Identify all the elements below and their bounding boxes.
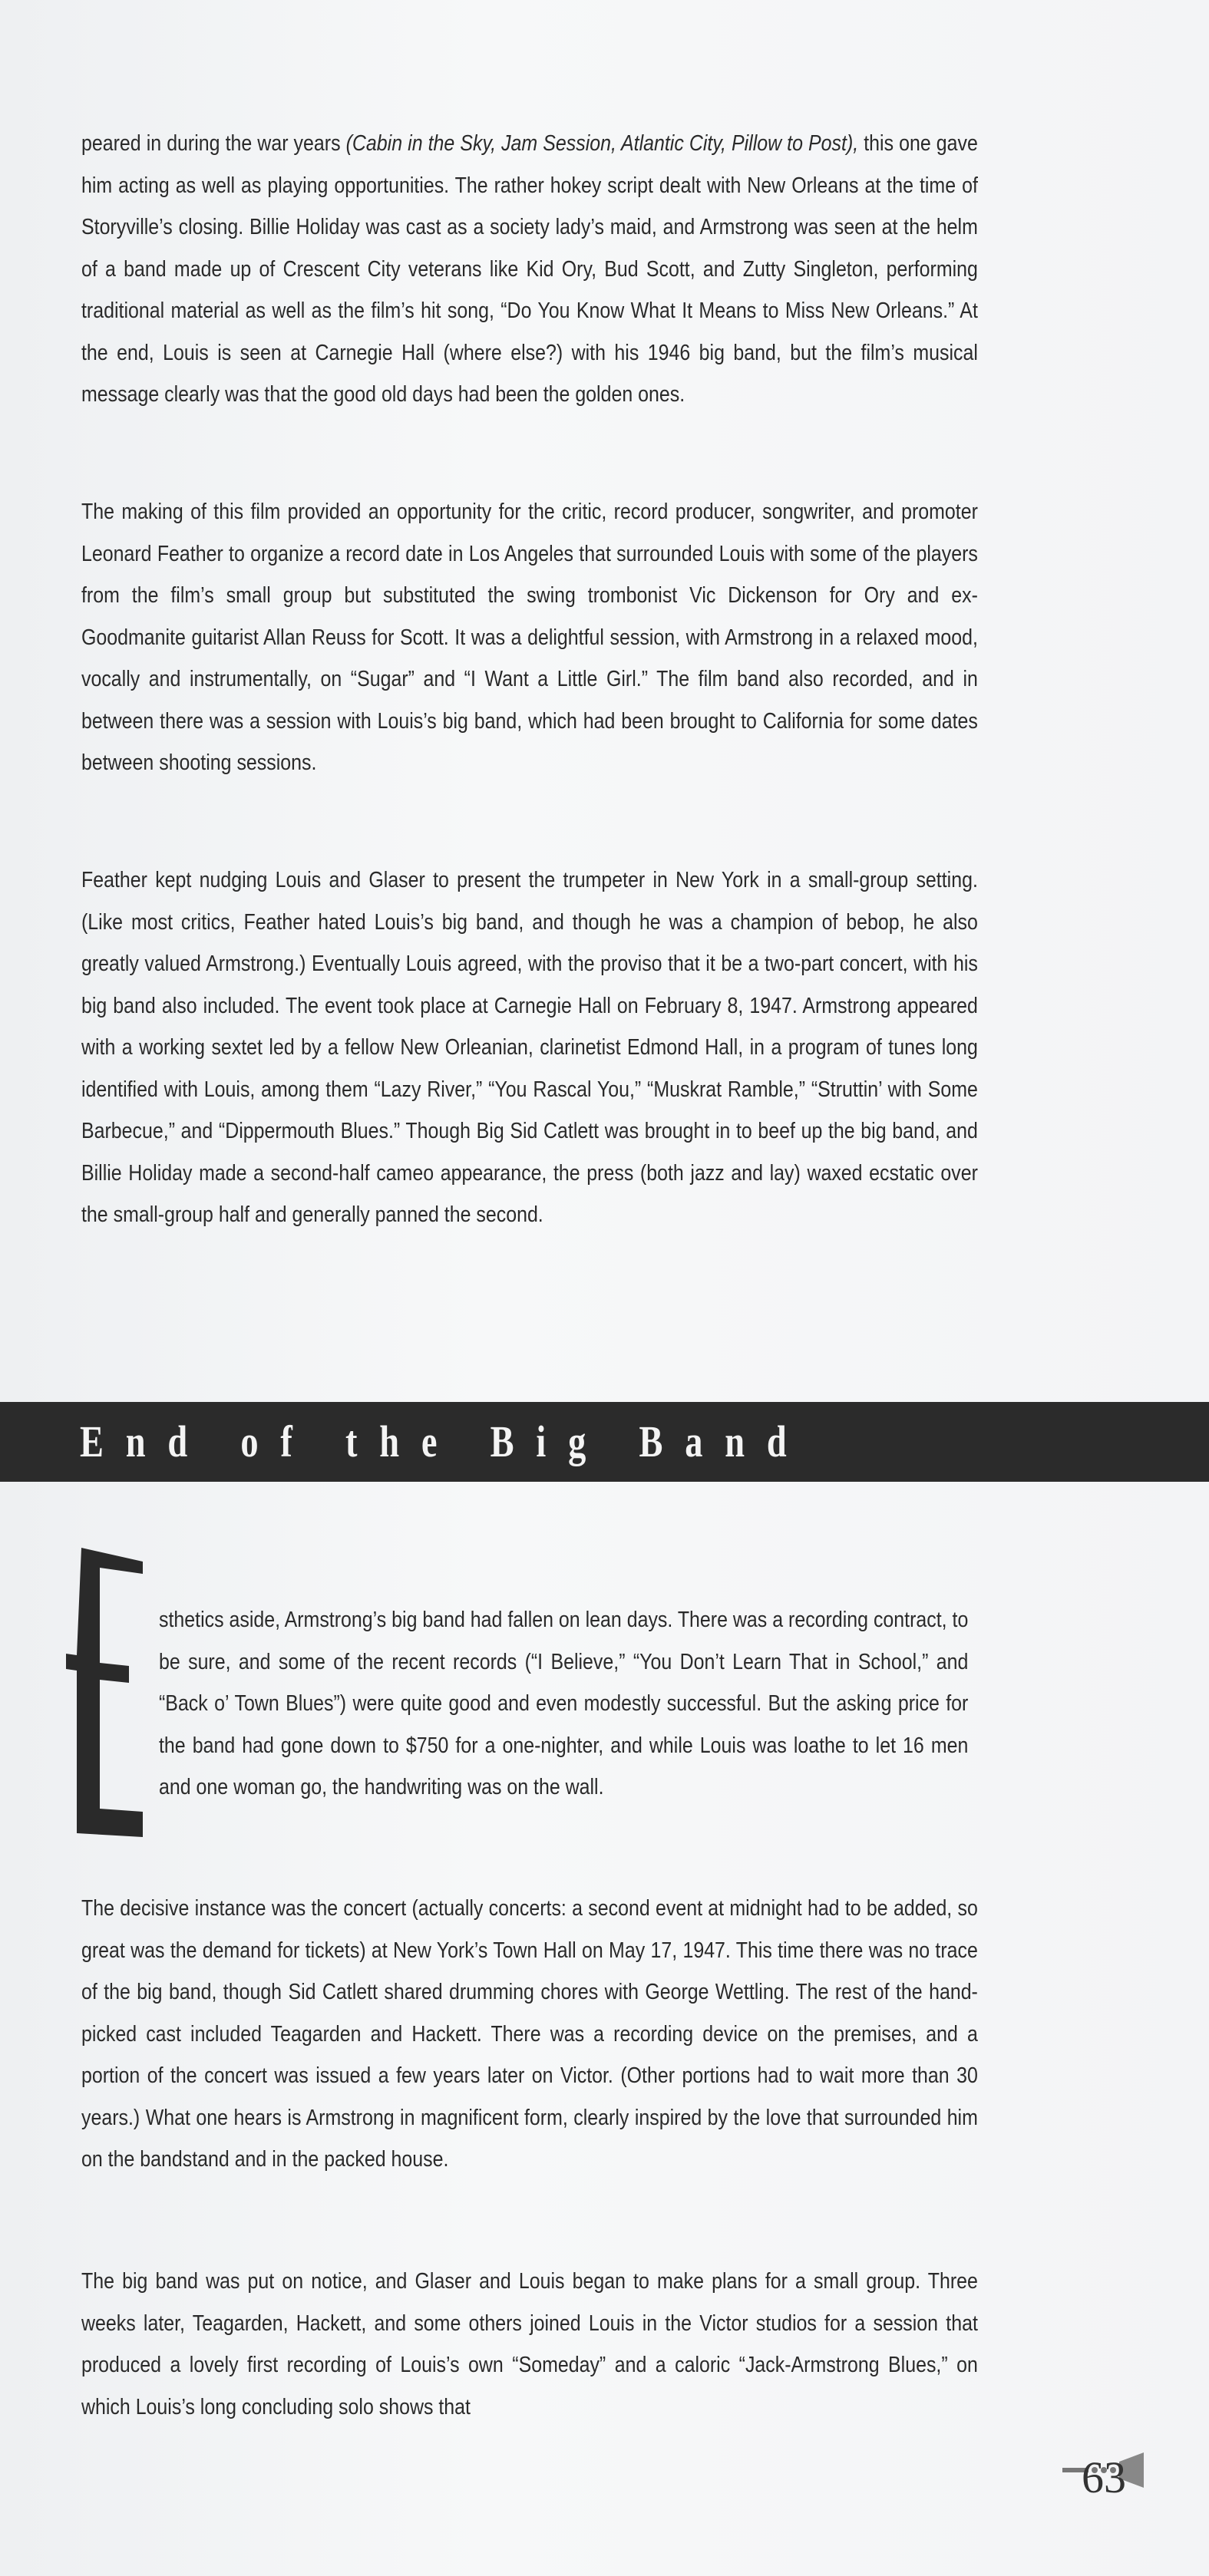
page-number: 63 — [1082, 2452, 1126, 2502]
section-heading: End of the Big Band — [80, 1417, 809, 1466]
body-paragraph-4-dropcap: sthetics aside, Armstrong’s big band had fallen on lean days. There was a recording contract, to be sure, and some of the recent records (“I Believe,” “You Don’t Learn That in School,” and “Back o’ Town Blues”) were quite good and even modestly successful. But the asking price for the band had gone down to $750 for a one-nighter, and while Louis was loathe to let 16 men and one woman go, the handwriting was on the wall. — [159, 1608, 969, 1799]
body-paragraph-6: The big band was put on notice, and Glaser and Louis began to make plans for a small group. Three weeks later, Teagarden, Hackett, and some others joined Louis in the Victor studios for a session that produced a lovely first recording of Louis’s own “Someday” and a caloric “Jack-Armstrong Blues,” on which Louis’s long concluding solo shows that — [81, 2269, 978, 2419]
body-paragraph-1 — [81, 123, 978, 416]
paragraph-1-body: this one gave him acting as well as playing opportunities. The rather hokey script dealt with New Orleans at the time of Storyville’s closing. Billie Holiday was cast as a society lady’s maid, and Armstrong was seen at the helm of a band made up of Crescent City veterans like Kid Ory, Bud Scott, and Zutty Singleton, performing traditional material as well as the film’s hit song, “Do You Know What It Means to Miss New Orleans.” At the end, Louis is seen at Carnegie Hall (where else?) with his 1946 big band, but the film’s musical message clearly was that the good old days had been the golden ones. — [81, 131, 978, 407]
body-paragraph-5: The decisive instance was the concert (actually concerts: a second event at midnight had to be added, so great was the demand for tickets) at New York’s Town Hall on May 17, 1947. This time there was no trace of the big band, though Sid Catlett shared drumming chores with George Wettling. The rest of the hand-picked cast included Teagarden and Hackett. There was a recording device on the premises, and a portion of the concert was issued a few years later on Victor. (Other portions had to wait more than 30 years.) What one hears is Armstrong in magnificent form, clearly inspired by the love that surrounded him on the bandstand and in the packed house. — [81, 1896, 978, 2172]
body-paragraph-3: Feather kept nudging Louis and Glaser to present the trumpeter in New York in a small-group setting. (Like most critics, Feather hated Louis’s big band, and though he was a champion of bebop, he also greatly valued Armstrong.) Eventually Louis agreed, with the proviso that it be a two-part concert, with his big band also included. The event took place at Carnegie Hall on February 8, 1947. Armstrong appeared with a working sextet led by a fellow New Orleanian, clarinetist Edmond Hall, in a program of tunes long identified with Louis, among them “Lazy River,” “You Rascal You,” “Muskrat Ramble,” “Struttin’ with Some Barbecue,” and “Dippermouth Blues.” Though Big Sid Catlett was brought in to beef up the big band, and Billie Holiday made a second-half cameo appearance, the press (both jazz and lay) waxed ecstatic over the small-group half and generally panned the second. — [81, 868, 978, 1227]
drop-cap-e-shape — [66, 1548, 143, 1837]
film-titles-italic: (Cabin in the Sky, Jam Session, Atlantic City, Pillow to Post), — [345, 131, 859, 156]
section-heading-banner — [0, 1402, 1209, 1482]
paragraph-1-lead: peared in during the war years — [81, 131, 346, 156]
body-paragraph-2: The making of this film provided an opportunity for the critic, record producer, songwriter, and promoter Leonard Feather to organize a record date in Los Angeles that surrounded Louis with some of the players from the film’s small group but substituted the swing trombonist Vic Dickenson for Ory and ex-Goodmanite guitarist Allan Reuss for Scott. It was a delightful session, with Armstrong in a relaxed mood, vocally and instrumentally, on “Sugar” and “I Want a Little Girl.” The film band also recorded, and in between there was a session with Louis’s big band, which had been brought to California for some dates between shooting sessions. — [81, 500, 978, 775]
page-number-folio — [1058, 2445, 1150, 2506]
drop-cap-letter — [66, 1548, 143, 1837]
